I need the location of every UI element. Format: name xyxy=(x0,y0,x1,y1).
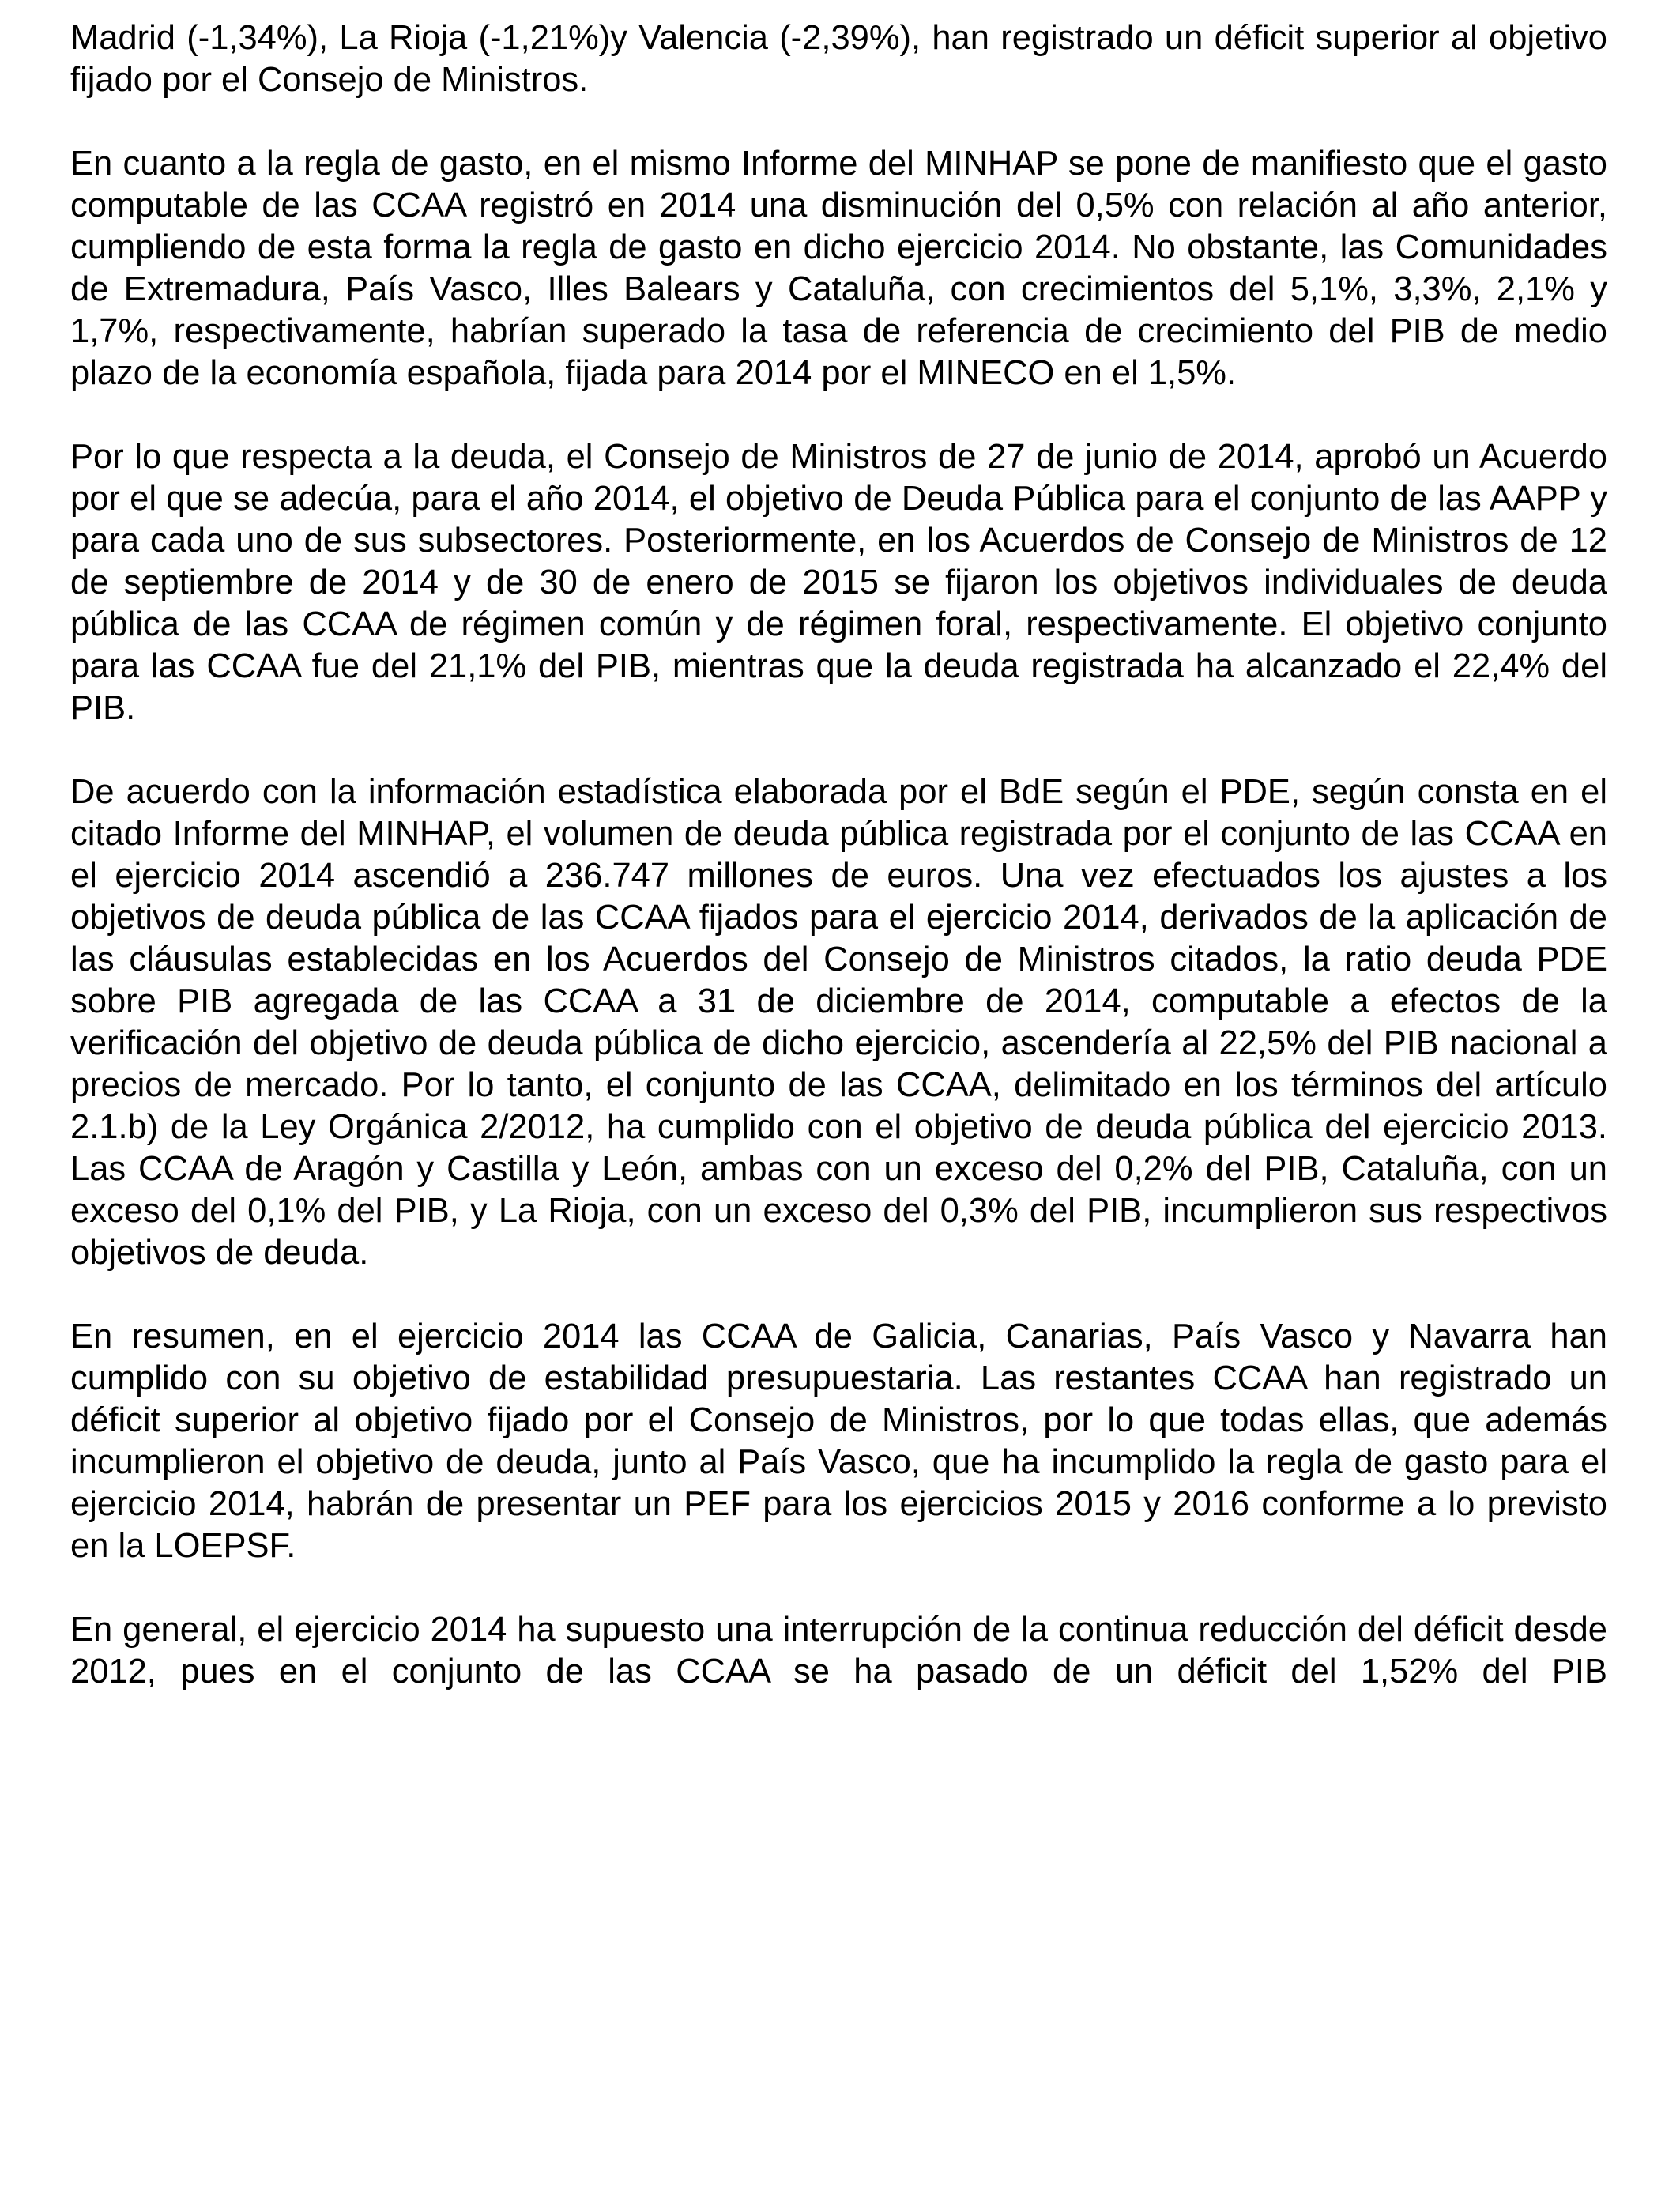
paragraph-summary: En resumen, en el ejercicio 2014 las CCAA de Galicia, Canarias, País Vasco y Navarra han cumplido con su objetivo de estabilidad presupuestaria. Las restantes CCAA han registrado un déficit superior al objetivo fijado por el Consejo de Ministros, por lo que todas ellas, que además incumplieron el objetivo de deuda, junto al País Vasco, que ha incumplido la regla de gasto para el ejercicio 2014, habrán de presentar un PEF para los ejercicios 2015 y 2016 conforme a lo previsto en la LOEPSF. xyxy=(70,1318,1607,1565)
document-page xyxy=(70,17,1607,1735)
paragraph-general: En general, el ejercicio 2014 ha supuesto una interrupción de la continua reducción del déficit desde 2012, pues en el conjunto de las CCAA se ha pasado de un déficit del 1,52% del PIB xyxy=(70,1611,1607,1691)
paragraph-debt-objective: Por lo que respecta a la deuda, el Consejo de Ministros de 27 de junio de 2014, aprobó un Acuerdo por el que se adecúa, para el año 2014, el objetivo de Deuda Pública para el conjunto de las AAPP y para cada uno de sus subsectores. Posteriormente, en los Acuerdos de Consejo de Ministros de 12 de septiembre de 2014 y de 30 de enero de 2015 se fijaron los objetivos individuales de deuda pública de las CCAA de régimen común y de régimen foral, respectivamente. El objetivo conjunto para las CCAA fue del 21,1% del PIB, mientras que la deuda registrada ha alcanzado el 22,4% del PIB. xyxy=(70,438,1607,727)
paragraph-deficit-regions: Madrid (-1,34%), La Rioja (-1,21%)y Valencia (-2,39%), han registrado un déficit superior al objetivo fijado por el Consejo de Ministros. xyxy=(70,19,1607,99)
paragraph-spending-rule: En cuanto a la regla de gasto, en el mismo Informe del MINHAP se pone de manifiesto que el gasto computable de las CCAA registró en 2014 una disminución del 0,5% con relación al año anterior, cumpliendo de esta forma la regla de gasto en dicho ejercicio 2014. No obstante, las Comunidades de Extremadura, País Vasco, Illes Balears y Cataluña, con crecimientos del 5,1%, 3,3%, 2,1% y 1,7%, respectivamente, habrían superado la tasa de referencia de crecimiento del PIB de medio plazo de la economía española, fijada para 2014 por el MINECO en el 1,5%. xyxy=(70,145,1607,392)
paragraph-debt-statistics: De acuerdo con la información estadística elaborada por el BdE según el PDE, según consta en el citado Informe del MINHAP, el volumen de deuda pública registrada por el conjunto de las CCAA en el ejercicio 2014 ascendió a 236.747 millones de euros. Una vez efectuados los ajustes a los objetivos de deuda pública de las CCAA fijados para el ejercicio 2014, derivados de la aplicación de las cláusulas establecidas en los Acuerdos del Consejo de Ministros citados, la ratio deuda PDE sobre PIB agregada de las CCAA a 31 de diciembre de 2014, computable a efectos de la verificación del objetivo de deuda pública de dicho ejercicio, ascendería al 22,5% del PIB nacional a precios de mercado. Por lo tanto, el conjunto de las CCAA, delimitado en los términos del artículo 2.1.b) de la Ley Orgánica 2/2012, ha cumplido con el objetivo de deuda pública del ejercicio 2013. Las CCAA de Aragón y Castilla y León, ambas con un exceso del 0,2% del PIB, Cataluña, con un exceso del 0,1% del PIB, y La Rioja, con un exceso del 0,3% del PIB, incumplieron sus respectivos objetivos de deuda. xyxy=(70,773,1607,1272)
